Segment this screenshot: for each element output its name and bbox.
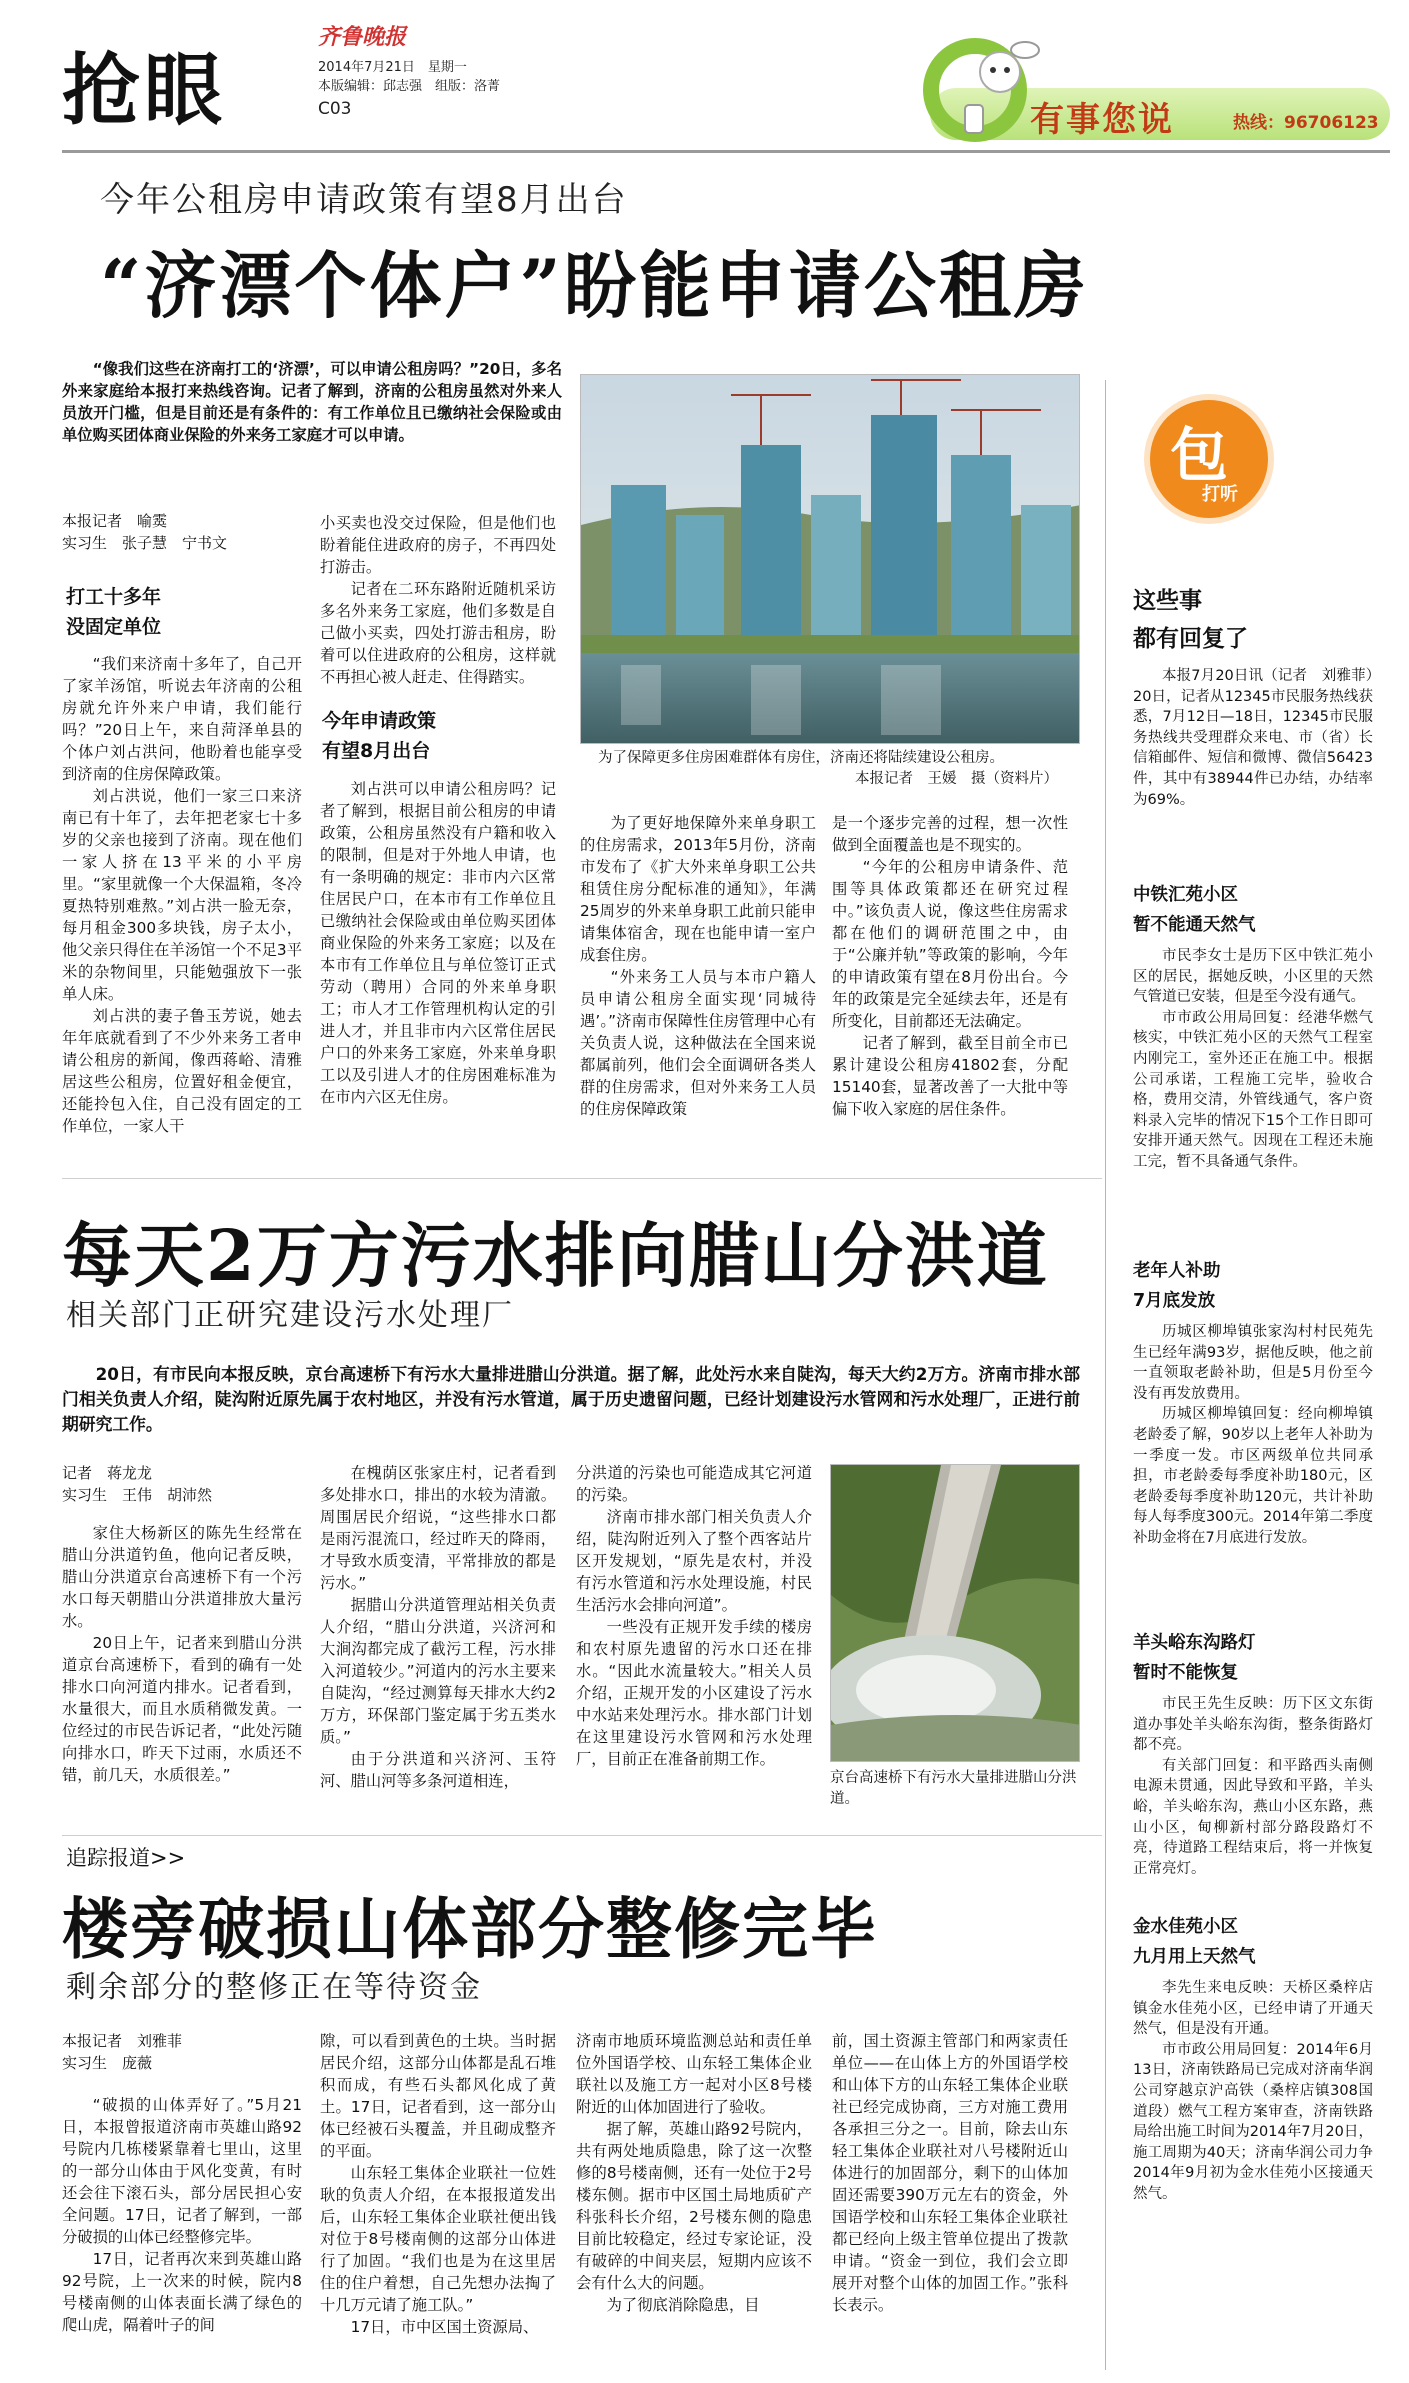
story1-subhead-2: 今年申请政策 有望8月出台 bbox=[322, 710, 437, 762]
story1-col2-top: 小买卖也没交过保险，但是他们也盼着能住进政府的房子，不再四处打游击。 记者在二环东路附近随机采访多名外来务工家庭，他们多数是自己做小买卖，四处打游击租房，盼着可以住进政府的公租房，这样就不再担心被人赶走、住得踏实。 bbox=[320, 514, 556, 686]
masthead-rule bbox=[62, 150, 1390, 153]
masthead-meta: 2014年7月21日 星期一 本版编辑：邱志强 组版：洛菁 C03 bbox=[318, 60, 501, 119]
story2-headline: 每天2万方污水排向腊山分洪道 bbox=[62, 1214, 1049, 1297]
story1-bottom-rule bbox=[62, 1178, 1102, 1179]
story3-col1: “破损的山体弄好了。”5月21日，本报曾报道济南市英雄山路92号院内几栋楼紧靠着七里山，这里的一部分山体由于风化变黄，有时还会往下滚石头，部分居民担心安全问题。17日，记者了解到，一部分破损的山体已经整修完毕。 17日，记者再次来到英雄山路92号院，上一次来的时候，院内8号楼南侧的山体表面长满了绿色的爬山虎，隔着叶子的间 bbox=[62, 2096, 302, 2334]
story1-col4: 是一个逐步完善的过程，想一次性做到全面覆盖也是不现实的。 “今年的公租房申请条件、范围等具体政策都还在研究过程中。”该负责人说，像这些住房需求都在他们的调研范围之中，由于“公廉并轨”等政策的影响，今年的申请政策有望在8月份出台。今年的政策是完全延续去年，还是有所变化，目前都还无法确定。 记者了解到，截至目前全市已累计建设公租房41802套，分配15140套，显著改善了一大批中等偏下收入家庭的居住条件。 bbox=[832, 814, 1068, 1118]
sidebar-divider bbox=[1105, 380, 1106, 2370]
story2-lead: 20日，有市民向本报反映，京台高速桥下有污水大量排进腊山分洪道。据了解，此处污水来自陡沟，每天大约2万方。济南市排水部门相关负责人介绍，陡沟附近原先属于农村地区，并没有污水管道，属于历史遗留问题，已经计划建设污水管网和污水处理厂，正进行前期研究工作。 bbox=[62, 1364, 1080, 1434]
story3-col2: 隙，可以看到黄色的土块。当时据居民介绍，这部分山体都是乱石堆积而成，有些石头都风化成了黄土。17日，记者看到，这一部分山体已经被石头覆盖，并且砌成整齐的平面。 山东轻工集体企业联社一位姓耿的负责人介绍，在本报报道发出后，山东轻工集体企业联社便出钱对位于8号楼南侧的这部分山体进行了加固。“我们也是为在这里居住的住户着想，自己先想办法掏了十几万元请了施工队。” 17日，市中区国土资源局、 bbox=[320, 2032, 556, 2336]
sidebar-item: 金水佳苑小区 九月用上天然气 李先生来电反映：天桥区桑梓店镇金水佳苑小区，已经申请了开通天然气，但是没有开通。 市市政公用局回复：2014年6月13日，济南铁路局已完成对济南华润公司穿越京沪高铁（桑梓店镇308国道段）燃气工程方案审查，济南铁路局给出施工时间为2014年7月20日，施工周期为40天；济南华润公司力争2014年9月初为金水佳苑小区接通天然气。 bbox=[1133, 1917, 1373, 2202]
story3-byline: 本报记者 刘雅菲 实习生 庞薇 bbox=[62, 2032, 183, 2072]
story1-byline: 本报记者 喻霙 实习生 张子慧 宁书文 bbox=[62, 512, 228, 552]
story1-col1: “我们来济南十多年了，自己开了家羊汤馆，听说去年济南的公租房就允许外来户申请，我们能行吗？”20日上午，来自菏泽单县的个体户刘占洪问，他盼着也能享受到济南的住房保障政策。 刘占洪说，他们一家三口来济南已有十年了，去年把老家七十多岁的父亲也接到了济南。现在他们一家人挤在13平米的小平房里。“家里就像一个大保温箱，冬冷夏热特别难熬。”刘占洪一脸无奈，每月租金300多块钱，房子太小，他父亲只得住在羊汤馆一个不足3平米的杂物间里，只能勉强放下一张单人床。 刘占洪的妻子鲁玉芳说，她去年年底就看到了不少外来务工者申请公租房的新闻，像西蒋峪、清雅居这些公租房，位置好租金便宜，还能拎包入住，自己没有固定的工作单位，一家人干 bbox=[62, 655, 302, 1135]
badge-icon: 包 打听 bbox=[1150, 400, 1268, 518]
story2-col3: 分洪道的污染也可能造成其它河道的污染。 济南市排水部门相关负责人介绍，陡沟附近列入了整个西客站片区开发规划，“原先是农村，并没有污水管道和污水处理设施，村民生活污水会排向河道”。 一些没有正规开发手续的楼房和农村原先遗留的污水口还在排水。“因此水流量较大。”相关人员介绍，正规开发的小区建设了污水中水站来处理污水。排水部门计划在这里建设污水管网和污水处理厂，目前正在准备前期工作。 bbox=[576, 1464, 812, 1768]
story1-kicker: 今年公租房申请政策有望8月出台 bbox=[100, 180, 628, 220]
story1-subhead-1: 打工十多年 没固定单位 bbox=[66, 586, 162, 638]
story2-subhead: 相关部门正研究建设污水处理厂 bbox=[66, 1298, 514, 1333]
story1-lead: “像我们这些在济南打工的‘济漂’，可以申请公租房吗？”20日，多名外来家庭给本报打来热线咨询。记者了解到，济南的公租房虽然对外来人员放开门槛，但是目前还是有条件的：有工作单位且已缴纳社会保险或由单位购买团体商业保险的外来务工家庭才可以申请。 bbox=[62, 360, 562, 444]
story3-col4: 前，国土资源主管部门和两家责任单位——在山体上方的外国语学校和山体下方的山东轻工集体企业联社已经完成协商，三方对施工费用各承担三分之一。目前，除去山东轻工集体企业联社对八号楼附近山体进行的加固部分，剩下的山体加固还需要390万元左右的资金，外国语学校和山东轻工集体企业联社都已经向上级主管单位提出了拨款申请。“资金一到位，我们会立即展开对整个山体的加固工作。”张科长表示。 bbox=[832, 2032, 1068, 2314]
story2-photo bbox=[830, 1464, 1080, 1762]
hotline-title: 有事您说 bbox=[1030, 100, 1174, 140]
story3-headline: 楼旁破损山体部分整修完毕 bbox=[62, 1890, 878, 1968]
paper-logo: 齐鲁晚报 bbox=[318, 24, 407, 50]
story1-photo bbox=[580, 374, 1080, 744]
section-title: 抢眼 bbox=[62, 45, 227, 136]
sidebar-item: 羊头峪东沟路灯 暂时不能恢复 市民王先生反映：历下区文东街道办事处羊头峪东沟街，整条街路灯都不亮。 有关部门回复：和平路西头南侧电源未贯通，因此导致和平路，羊头峪，羊头峪东沟，燕山小区东路，燕山小区，甸柳新村部分路段路灯不亮，待道路工程结束后，将一并恢复正常亮灯。 bbox=[1133, 1633, 1373, 1877]
story2-col2: 在槐荫区张家庄村，记者看到多处排水口，排出的水较为清澈。周围居民介绍说，“这些排水口都是雨污混流口，经过昨天的降雨，才导致水质变清，平常排放的都是污水。” 据腊山分洪道管理站相关负责人介绍，“腊山分洪道，兴济河和大涧沟都完成了截污工程，污水排入河道较少。”河道内的污水主要来自陡沟，“经过测算每天排水大约2万方，环保部门鉴定属于劣五类水质。” 由于分洪道和兴济河、玉符河、腊山河等多条河道相连， bbox=[320, 1464, 556, 1790]
story2-photo-caption: 京台高速桥下有污水大量排进腊山分洪道。 bbox=[830, 1770, 1077, 1807]
sidebar-intro: 本报7月20日讯（记者 刘雅菲） 20日，记者从12345市民服务热线获悉，7月12日—18日，12345市民服务热线共受理群众来电、市（省）长信箱邮件、短信和微博、微信56423件，其中有38944件已办结，办结率为69%。 bbox=[1133, 668, 1388, 808]
hotline-number: 热线：96706123 bbox=[1233, 113, 1379, 133]
story2-bottom-rule bbox=[62, 1835, 1102, 1836]
sidebar-item: 中铁汇苑小区 暂不能通天然气 市民李女士是历下区中铁汇苑小区的居民，据她反映，小区里的天然气管道已安装，但是至今没有通气。 市市政公用局回复：经港华燃气核实，中铁汇苑小区的天然气工程室内刚完工，室外还正在施工中。根据公司承诺，工程施工完毕，验收合格，费用交清，外管线通气，客户资料录入完毕的情况下15个工作日即可安排开通天然气。因现在工程还未施工完，暂不具备通气条件。 bbox=[1133, 885, 1373, 1170]
story1-col3: 为了更好地保障外来单身职工的住房需求，2013年5月份，济南市发布了《扩大外来单身职工公共租赁住房分配标准的通知》，年满25周岁的外来单身职工此前只能申请集体宿舍，现在也能申请一室户成套住房。 “外来务工人员与本市户籍人员申请公租房全面实现‘同城待遇’。”济南市保障性住房管理中心有关负责人说，这种做法在全国来说都属前列，他们会全面调研各类人群的住房需求，但对外来务工人员的住房保障政策 bbox=[580, 814, 816, 1118]
story3-tag: 追踪报道>> bbox=[66, 1846, 186, 1870]
story1-col2-bottom: 刘占洪可以申请公租房吗？记者了解到，根据目前公租房的申请政策，公租房虽然没有户籍和收入的限制，但是对于外地人申请，也有一条明确的规定：非市内六区常住居民户口，在本市有工作单位且已缴纳社会保险或由单位购买团体商业保险的外来务工家庭；以及在本市有工作单位且与单位签订正式劳动（聘用）合同的外来单身职工；市人才工作管理机构认定的引进人才，并且非市内六区常住居民户口的外来务工家庭，外来单身职工以及引进人才的住房困难标准为在市内六区无住房。 bbox=[320, 780, 556, 1106]
story3-col3: 济南市地质环境监测总站和责任单位外国语学校、山东轻工集体企业联社以及施工方一起对小区8号楼附近的山体加固进行了验收。 据了解，英雄山路92号院内，共有两处地质隐患，除了这一次整修的8号楼南侧，还有一处位于2号楼东侧。据市中区国土局地质矿产科张科长介绍，2号楼东侧的隐患目前比较稳定，经过专家论证，没有破碎的中间夹层，短期内应该不会有什么大的问题。 为了彻底消除隐患，目 bbox=[576, 2032, 812, 2314]
sidebar-title: 这些事 都有回复了 bbox=[1133, 588, 1248, 652]
story1-headline: “济漂个体户”盼能申请公租房 bbox=[100, 243, 1089, 328]
story2-col1: 家住大杨新区的陈先生经常在腊山分洪道钓鱼，他向记者反映，腊山分洪道京台高速桥下有一个污水口每天朝腊山分洪道排放大量污水。 20日上午，记者来到腊山分洪道京台高速桥下，看到的确有一处排水口向河道内排水。记者看到，水量很大，而且水质稍微发黄。一位经过的市民告诉记者，“此处污随向排水口，昨天下过雨，水质还不错，前几天，水质很差。” bbox=[62, 1524, 302, 1784]
story1-photo-caption: 为了保障更多住房困难群体有房住，济南还将陆续建设公租房。 本报记者 王媛 摄（资料片） bbox=[598, 750, 1058, 787]
story3-subhead: 剩余部分的整修正在等待资金 bbox=[66, 1970, 482, 2005]
story2-byline: 记者 蒋龙龙 实习生 王伟 胡沛然 bbox=[62, 1464, 213, 1504]
sidebar-item: 老年人补助 7月底发放 历城区柳埠镇张家沟村村民苑先生已经年满93岁，据他反映，他之前一直领取老龄补助，但是5月份至今没有再发放费用。 历城区柳埠镇回复：经向柳埠镇老龄委了解，90岁以上老年人补助为一季度一发。市区两级单位共同承担，市老龄委每季度补助180元，区老龄委每季度补助120元，共计补助每人每季度300元。2014年第二季度补助金将在7月底进行发放。 bbox=[1133, 1261, 1373, 1546]
